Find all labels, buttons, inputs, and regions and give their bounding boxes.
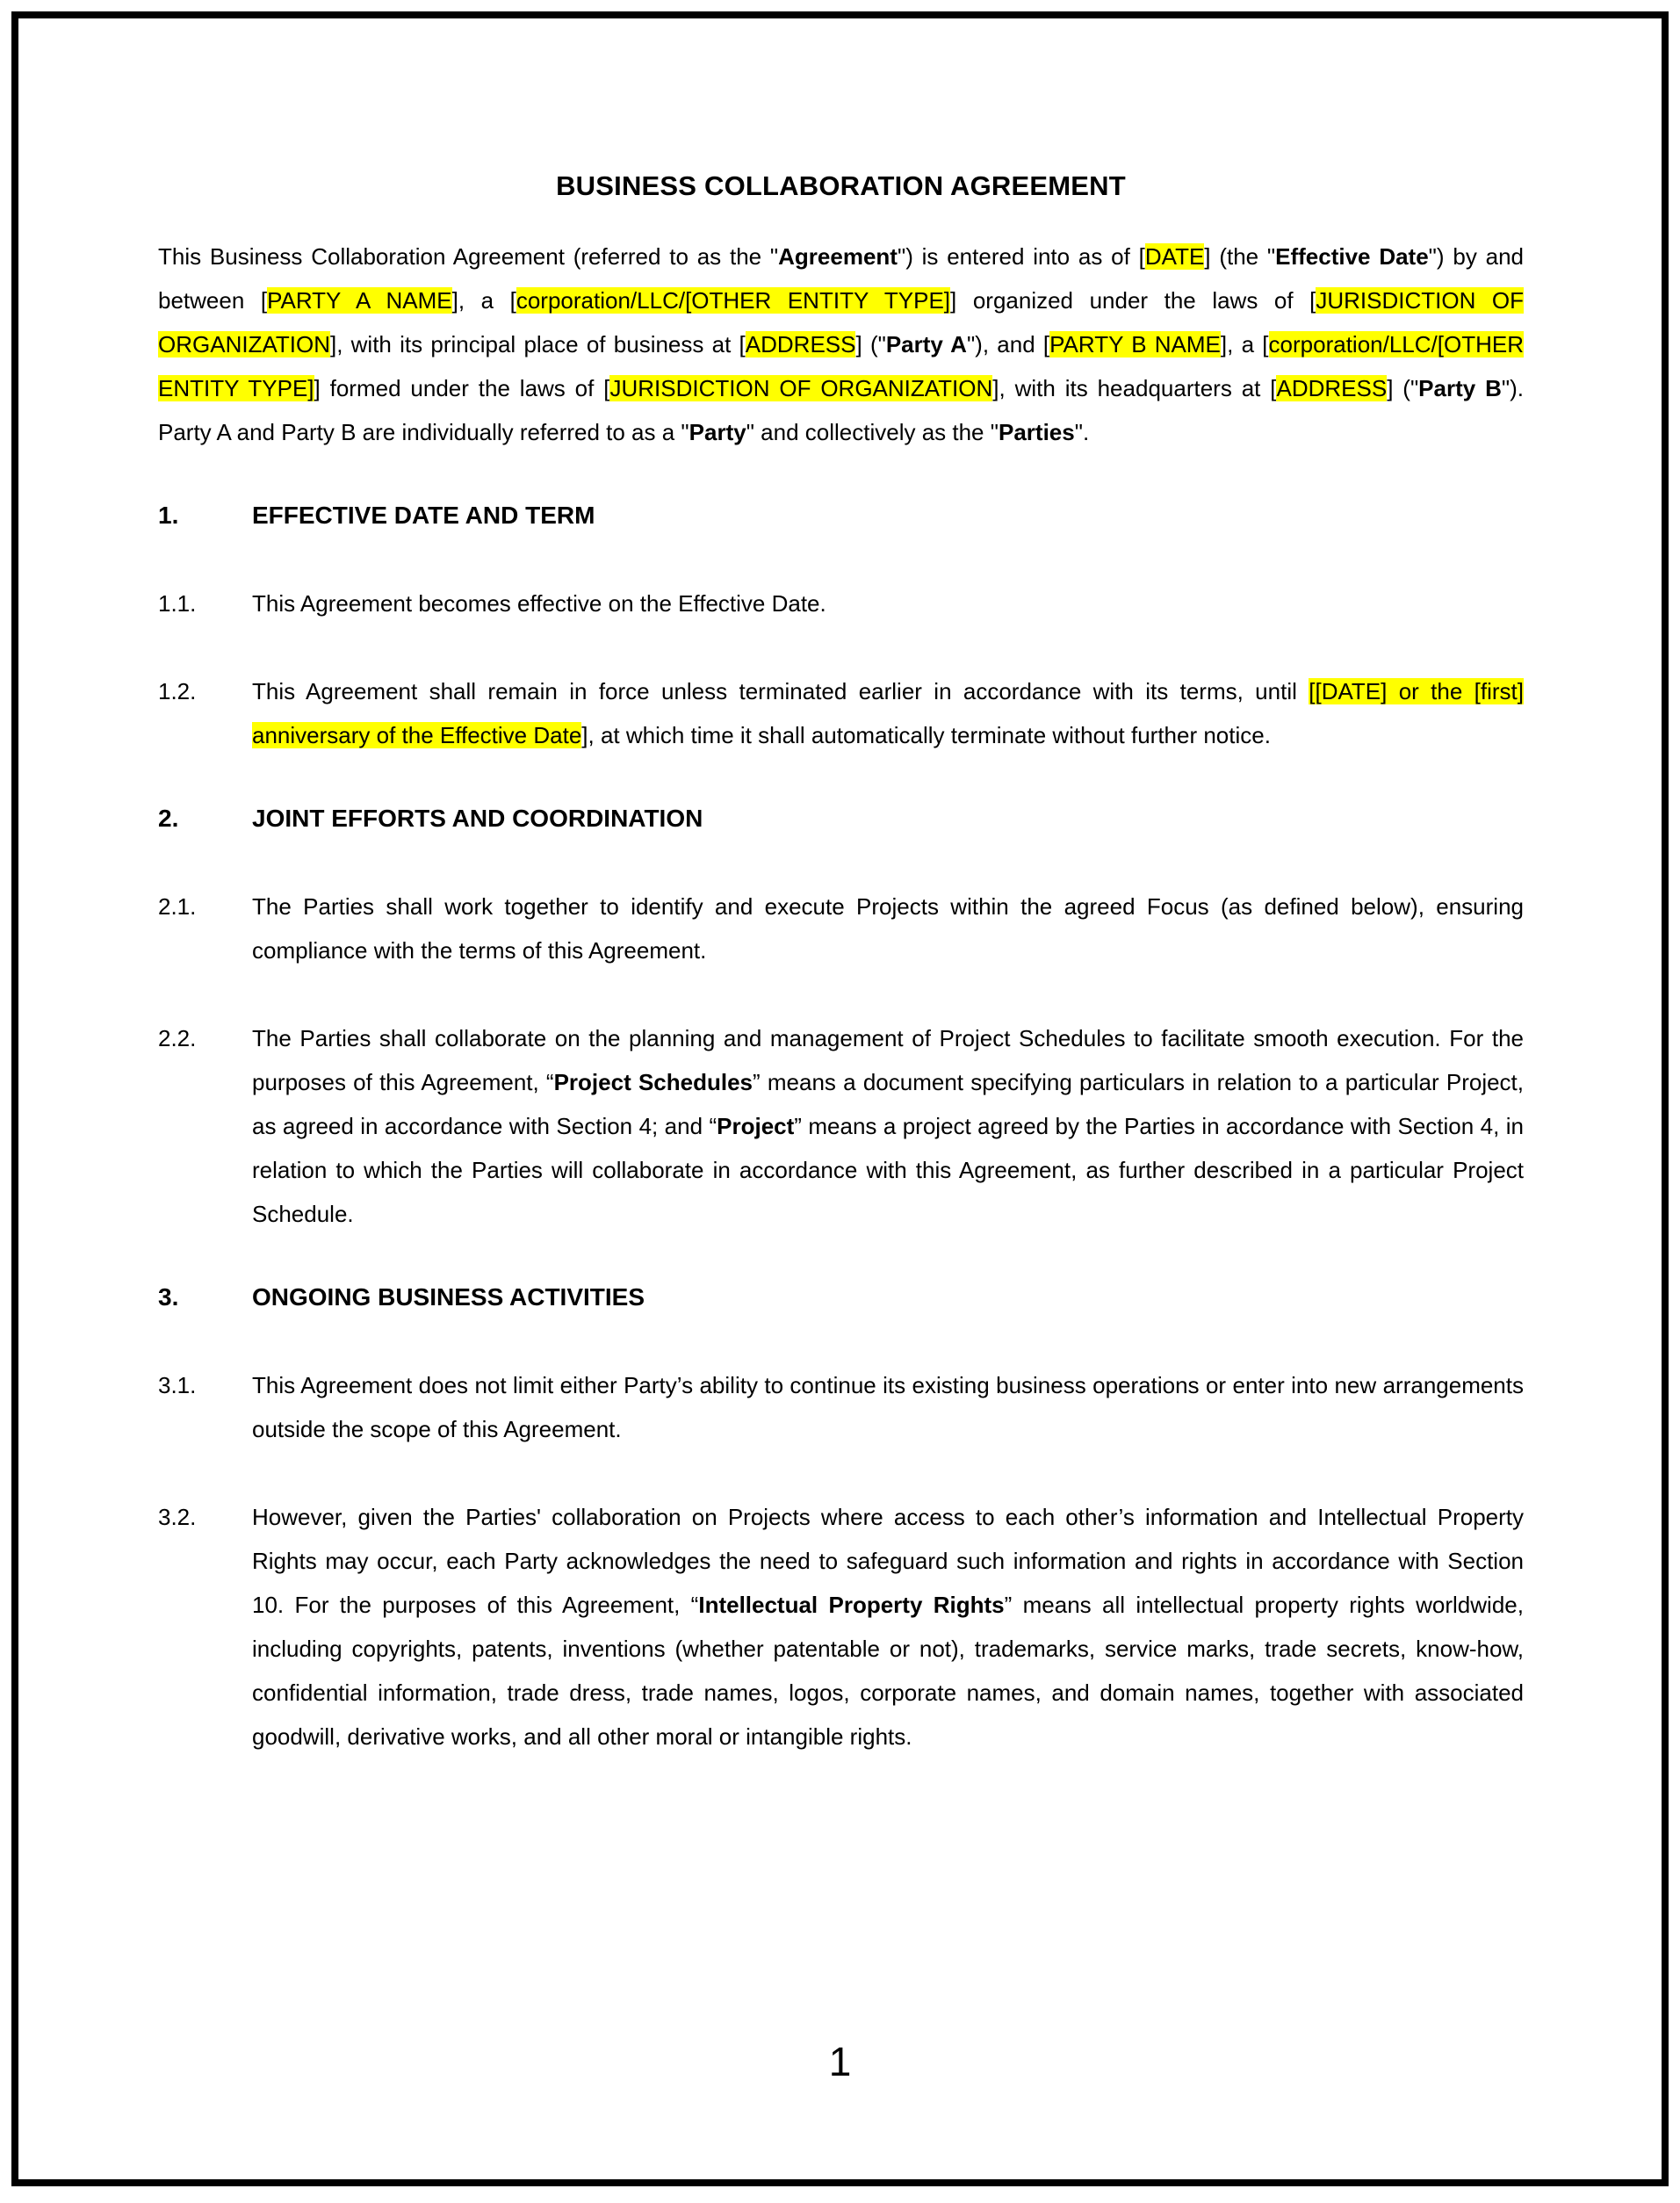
text-segment: ], a [ — [451, 287, 516, 314]
section-heading-text: EFFECTIVE DATE AND TERM — [252, 502, 595, 529]
text-segment: ” means a document specifying particulars in relation to a particular Project, as agreed in accordance with Section 4; and “ — [252, 1069, 1525, 1139]
text-segment: ") by and between [ — [158, 243, 1524, 314]
placeholder-highlight: corporation/LLC/[OTHER ENTITY TYPE] — [516, 287, 951, 314]
text-segment: ] (" — [1387, 375, 1419, 401]
clause-text — [252, 669, 1524, 757]
text-segment: "), and [ — [966, 331, 1050, 358]
page-number: 1 — [828, 2039, 852, 2084]
placeholder-highlight: JURISDICTION OF ORGANIZATION — [158, 287, 1525, 358]
text-segment: ] organized under the laws of [ — [950, 287, 1316, 314]
clause-text — [252, 885, 1524, 972]
text-segment: Project Schedules — [553, 1069, 753, 1095]
section-heading-text: JOINT EFFORTS AND COORDINATION — [252, 805, 703, 832]
text-segment: ], a [ — [1220, 331, 1269, 358]
text-segment: This Agreement shall remain in force unless terminated earlier in accordance with its terms, until — [252, 678, 1309, 704]
clause — [158, 1016, 1524, 1236]
text-segment: This Business Collaboration Agreement (referred to as the " — [158, 243, 779, 270]
text-segment: Parties — [998, 419, 1075, 445]
clause — [158, 669, 1524, 757]
section-heading-text: ONGOING BUSINESS ACTIVITIES — [252, 1283, 645, 1311]
intro-paragraph — [158, 235, 1524, 454]
clause-text — [252, 1495, 1524, 1759]
text-segment: However, given the Parties' collaboration on Projects where access to each other’s information and Intellectual Property Rights may occur, each Party acknowledges the need to safeguard such information and rights in accordance with Section 10. For the purposes of this Agreement, “ — [252, 1504, 1524, 1618]
document-title: BUSINESS COLLABORATION AGREEMENT — [556, 170, 1126, 201]
text-segment: This Agreement becomes effective on the Effective Date. — [252, 590, 826, 617]
placeholder-highlight: DATE — [1144, 243, 1205, 270]
text-segment: The Parties shall work together to identify and execute Projects within the agreed Focus (as defined below), ensuring compliance with the terms of this Agreement. — [252, 893, 1524, 964]
placeholder-highlight: ADDRESS — [1276, 375, 1388, 401]
clause — [158, 885, 1524, 972]
clause-number: 3.2. — [158, 1504, 197, 1530]
section-number: 2. — [158, 805, 179, 832]
text-segment: Agreement — [778, 243, 898, 270]
clause-number: 2.1. — [158, 893, 197, 920]
section-heading — [158, 797, 1524, 841]
text-segment: ] formed under the laws of [ — [314, 375, 610, 401]
clause — [158, 1363, 1524, 1451]
document-content — [158, 164, 1524, 1759]
clause-number: 1.1. — [158, 590, 197, 617]
text-segment: "). Party A and Party B are individually referred to as a " — [158, 375, 1524, 445]
clause-number: 2.2. — [158, 1025, 197, 1051]
placeholder-highlight: PARTY B NAME — [1049, 331, 1221, 358]
text-segment: ") is entered into as of [ — [897, 243, 1145, 270]
section-heading — [158, 1275, 1524, 1319]
text-segment: " and collectively as the " — [746, 419, 999, 445]
text-segment: ], with its headquarters at [ — [992, 375, 1277, 401]
placeholder-highlight: corporation/LLC/[OTHER ENTITY TYPE] — [158, 331, 1524, 401]
text-segment: ". — [1074, 419, 1090, 445]
placeholder-highlight: PARTY A NAME — [267, 287, 452, 314]
section-number: 3. — [158, 1283, 179, 1311]
clause — [158, 581, 1524, 625]
text-segment: ” means a project agreed by the Parties in accordance with Section 4, in relation to which the Parties will collaborate in accordance with this Agreement, as further described in a particular Project Schedule. — [252, 1113, 1524, 1227]
clause-number: 1.2. — [158, 678, 197, 704]
text-segment: This Agreement does not limit either Party’s ability to continue its existing business operations or enter into new arrangements outside the scope of this Agreement. — [252, 1372, 1524, 1442]
text-segment: Party A — [885, 331, 967, 358]
text-segment: ], at which time it shall automatically terminate without further notice. — [581, 722, 1271, 748]
text-segment: ] (the " — [1204, 243, 1276, 270]
clause-text — [252, 581, 1524, 625]
text-segment: ” means all intellectual property rights worldwide, including copyrights, patents, inventions (whether patentable or not), trademarks, service marks, trade secrets, know-how, confidential information, trade dress, trade names, logos, corporate names, and domain names, together with associated goodwill, derivative works, and all other moral or intangible rights. — [252, 1592, 1524, 1750]
clause-number: 3.1. — [158, 1372, 197, 1398]
clause-text — [252, 1363, 1524, 1451]
text-segment: Intellectual Property Rights — [698, 1592, 1005, 1618]
placeholder-highlight: [[DATE] or the [first] anniversary of the Effective Date — [252, 678, 1524, 748]
text-segment: ], with its principal place of business at [ — [329, 331, 746, 358]
placeholder-highlight: JURISDICTION OF ORGANIZATION — [609, 375, 993, 401]
text-segment: Project — [717, 1113, 795, 1139]
section-number: 1. — [158, 502, 179, 529]
section-heading — [158, 494, 1524, 538]
text-segment: Party — [689, 419, 746, 445]
text-segment: Effective Date — [1275, 243, 1429, 270]
placeholder-highlight: ADDRESS — [745, 331, 856, 358]
text-segment: ] (" — [855, 331, 886, 358]
text-segment: Party B — [1418, 375, 1502, 401]
clause — [158, 1495, 1524, 1759]
text-segment: The Parties shall collaborate on the planning and management of Project Schedules to facilitate smooth execution. For the purposes of this Agreement, “ — [252, 1025, 1524, 1095]
clause-text — [252, 1016, 1524, 1236]
